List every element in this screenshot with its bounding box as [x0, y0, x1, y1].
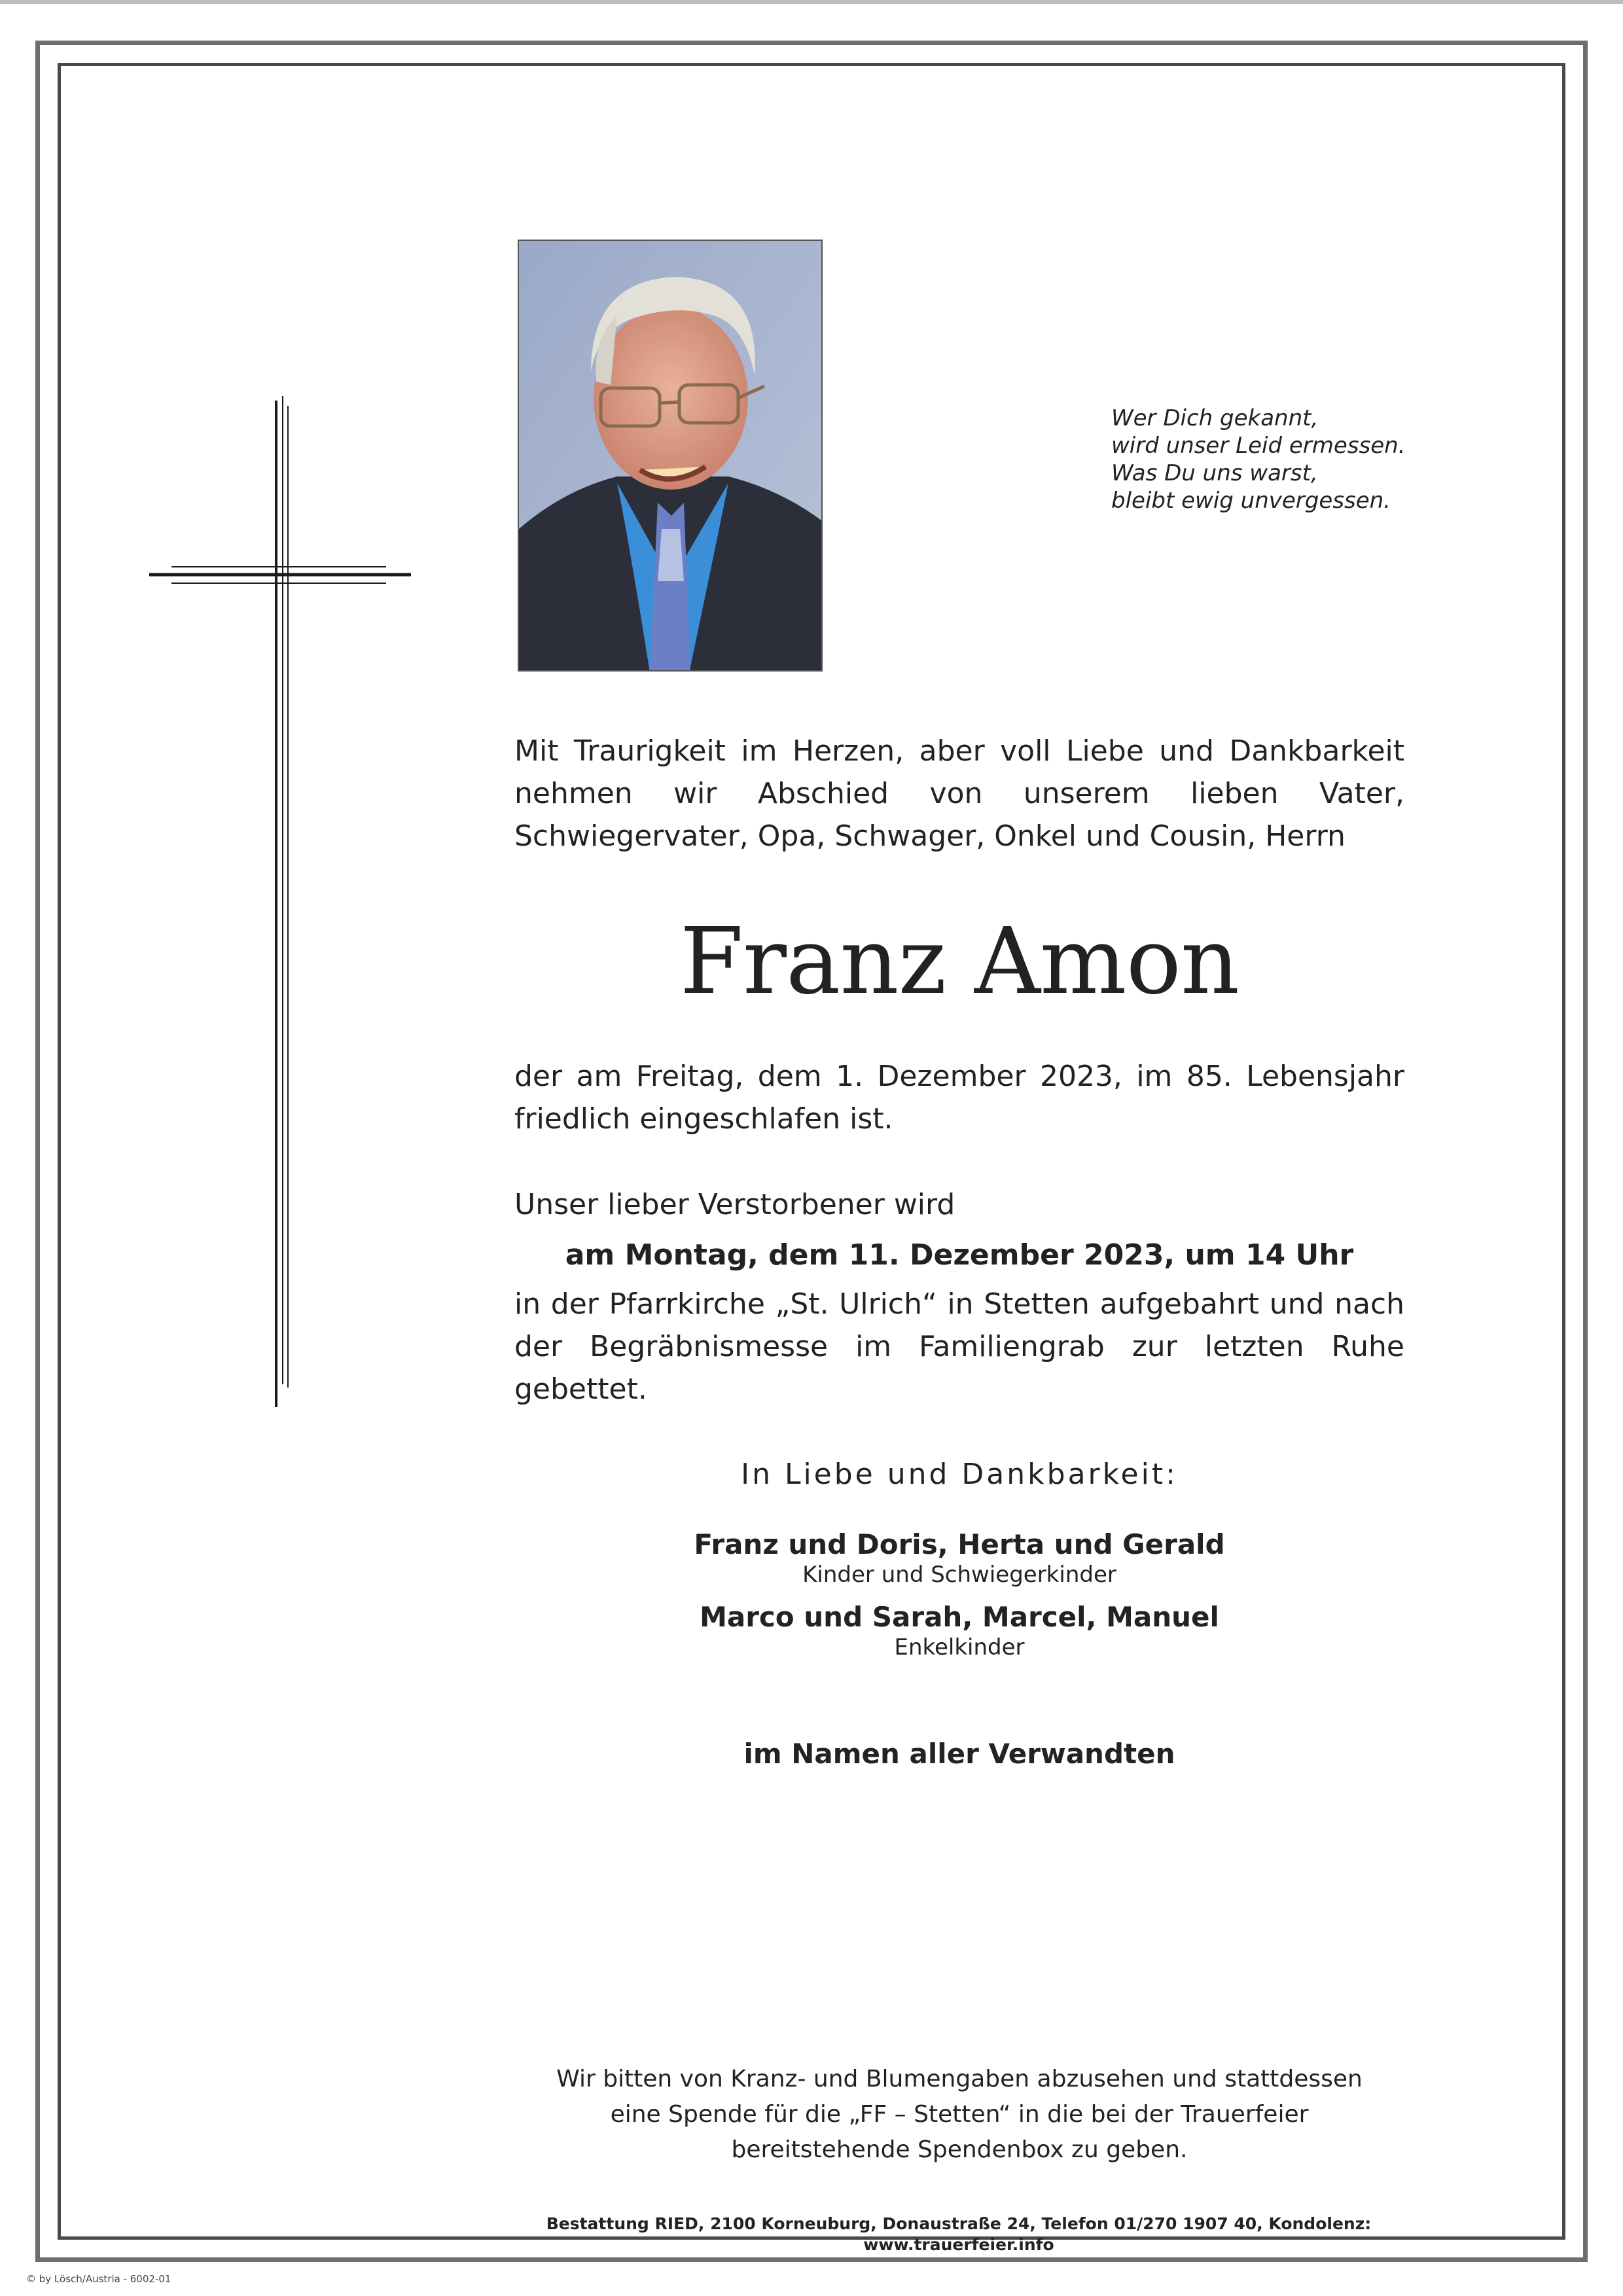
- copyright-note: © by Lösch/Austria - 6002-01: [26, 2273, 171, 2285]
- memorial-poem: [1111, 404, 1478, 514]
- poem-line: bleibt ewig unvergessen.: [1111, 488, 1391, 514]
- poem-line: Wer Dich gekannt,: [1111, 405, 1319, 431]
- poem-line: Was Du uns warst,: [1111, 460, 1318, 486]
- deceased-name: Franz Amon: [679, 908, 1240, 1015]
- family-names: Marco und Sarah, Marcel, Manuel: [700, 1601, 1219, 1633]
- poem-line: wird unser Leid ermessen.: [1111, 433, 1406, 459]
- intro-paragraph: Mit Traurigkeit im Herzen, aber voll Liebe und Dankbarkeit nehmen wir Abschied von unserem lieben Vater, Schwiegervater, Opa, Schwager, Onkel und Cousin, Herrn: [514, 734, 1404, 853]
- family-role: Enkelkinder: [894, 1634, 1025, 1660]
- donation-request: [514, 2062, 1404, 2168]
- ceremony-lead: Unser lieber Verstorbener wird: [514, 1188, 955, 1221]
- request-line: Wir bitten von Kranz- und Blumengaben abzusehen und stattdessen: [556, 2066, 1363, 2092]
- relatives-line: im Namen aller Verwandten: [743, 1738, 1175, 1770]
- family-names: Franz und Doris, Herta und Gerald: [694, 1528, 1225, 1560]
- ceremony-date: am Montag, dem 11. Dezember 2023, um 14 Uhr: [565, 1238, 1354, 1272]
- family-group-grandchildren: [514, 1600, 1404, 1660]
- passing-paragraph: der am Freitag, dem 1. Dezember 2023, im 85. Lebensjahr friedlich eingeschlafen ist.: [514, 1060, 1404, 1136]
- portrait-photo: [518, 240, 823, 672]
- family-group-children: [514, 1528, 1404, 1588]
- closing-line: In Liebe und Dankbarkeit:: [741, 1458, 1178, 1491]
- request-line: bereitstehende Spendenbox zu geben.: [731, 2136, 1188, 2163]
- family-role: Kinder und Schwiegerkinder: [802, 1562, 1116, 1588]
- ceremony-details: in der Pfarrkirche „St. Ulrich“ in Stetten aufgebahrt und nach der Begräbnismesse im Familiengrab zur letzten Ruhe gebettet.: [514, 1287, 1404, 1406]
- request-line: eine Spende für die „FF – Stetten“ in die bei der Trauerfeier: [610, 2101, 1309, 2128]
- funeral-home-footer: Bestattung RIED, 2100 Korneuburg, Donaustraße 24, Telefon 01/270 1907 40, Kondolenz: www.trauerfeier.info: [546, 2214, 1372, 2254]
